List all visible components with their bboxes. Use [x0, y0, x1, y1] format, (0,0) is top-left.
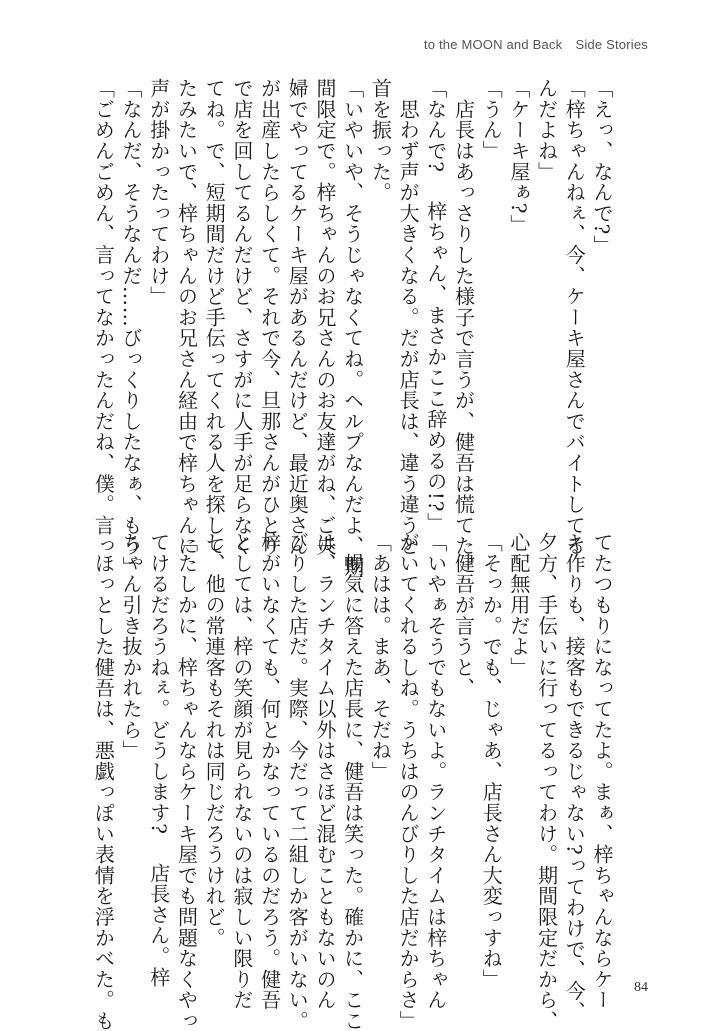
text-line: し、他の常連客もそれは同じだろうけれど。: [202, 532, 227, 948]
text-line: 「なんで? 梓ちゃん、まさかここ辞めるの!?」: [423, 78, 448, 534]
text-line: キ作りも、接客もできるじゃない?ってわけで、今、: [562, 532, 587, 1022]
text-line: 思わず声が大きくなる。だが店長は、違う違うと: [396, 78, 421, 557]
text-line: 「うん」: [479, 78, 504, 162]
text-line: ほっとした健吾は、悪戯っぽい表情を浮かべた。も: [91, 532, 116, 1031]
text-line: 「あはは。まあ、そだね」: [368, 532, 393, 782]
text-line: 「なんだ、そうなんだ……びっくりしたなぁ、もう」: [119, 78, 144, 578]
running-header: to the MOON and Back Side Stories: [423, 37, 648, 52]
text-line: 「いやぁそうでもないよ。ランチタイムは梓ちゃん: [423, 532, 448, 1011]
text-line: 店長はあっさりした様子で言うが、健吾は慌てた。: [451, 78, 476, 578]
text-line: 「たしかに、梓ちゃんならケーキ屋でも問題なくやっ: [174, 532, 199, 1031]
text-line: てね。で、短期間だけど手伝ってくれる人を探して: [202, 78, 227, 557]
text-line: 暢気に答えた店長に、健吾は笑った。確かに、ここ: [340, 532, 365, 1031]
text-line: が出産したらしくて。それで今、旦那さんがひとり: [257, 78, 282, 557]
text-line: 梓がいなくても、何とかなっているのだろう。健吾: [257, 532, 282, 1011]
text-line: は、ランチタイム以外はさほど混むこともないのん: [312, 532, 337, 1011]
text-line: んだよね」: [534, 78, 559, 182]
text-line: ちゃん引き抜かれたら」: [119, 532, 144, 761]
text-line: 婦でやってるケーキ屋があるんだけど、最近奥さん: [285, 78, 310, 557]
text-line: がいてくれるしね。うちはのんびりした店だからさ」: [396, 532, 421, 1031]
text-line: 「ケーキ屋ぁ?」: [506, 78, 531, 236]
text-line: 間限定で。梓ちゃんのお兄さんのお友達がね、ご夫: [312, 78, 337, 557]
text-line: 健吾が言うと、: [451, 532, 476, 699]
text-line: てけるだろうねぇ。どうします? 店長さん。梓: [146, 532, 171, 988]
text-block-bottom: [89, 532, 615, 1031]
text-line: 首を振った。: [368, 78, 393, 203]
text-line: 夕方、手伝いに行ってるってわけ。期間限定だから、: [534, 532, 559, 1031]
text-line: 声が掛かったってわけ」: [146, 78, 171, 307]
text-block-top: [89, 78, 615, 578]
text-line: で店を回してるんだけど、さすがに人手が足らなく: [229, 78, 254, 557]
page-number: 84: [634, 980, 648, 995]
text-line: 「そっか。でも、じゃあ、店長さん大変っすね」: [479, 532, 504, 990]
text-line: たみたいで、梓ちゃんのお兄さん経由で梓ちゃんに: [174, 78, 199, 557]
text-line: 「梓ちゃんねぇ、今、ケーキ屋さんでバイトしてる: [562, 78, 587, 557]
text-line: 心配無用だよ」: [506, 532, 531, 678]
text-line: てたつもりになってたよ。まぁ、梓ちゃんならケー: [590, 532, 614, 1011]
text-line: 「いやいや、そうじゃなくてね。ヘルプなんだよ、期: [340, 78, 365, 578]
text-line: 「えっ、なんで?」: [590, 78, 614, 256]
text-line: としては、梓の笑顔が見られないのは寂しい限りだ: [229, 532, 254, 1011]
text-line: びりした店だ。実際、今だって二組しか客がいない。: [285, 532, 310, 1031]
text-line: 「ごめんごめん、言ってなかったんだね、僕。言っ: [91, 78, 116, 557]
